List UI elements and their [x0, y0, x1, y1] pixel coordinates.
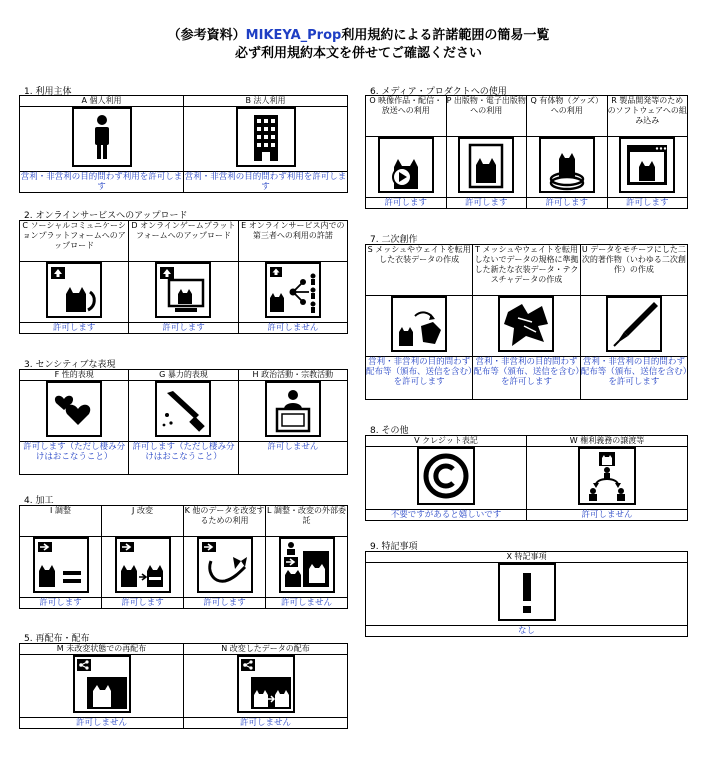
section-label-5: 5. 再配布・配布: [24, 634, 90, 644]
item-verdict-u: 営利・非営利の目的問わず配布等（頒布、送信を含む）を許可します: [580, 357, 687, 400]
outsource-icon: [279, 537, 335, 593]
item-head-g: G 暴力的表現: [129, 370, 238, 381]
title-prefix: （参考資料）: [167, 28, 246, 43]
knife-icon: [155, 381, 211, 437]
item-verdict-d: 許可します: [129, 323, 238, 334]
section-4-table: [19, 505, 348, 609]
section-8-table: [365, 435, 688, 521]
section-label-6: 6. メディア・プロダクトへの使用: [370, 87, 507, 97]
item-head-d: D オンラインゲームプラットフォームへのアップロード: [129, 221, 238, 262]
item-head-h: H 政治活動・宗教活動: [238, 370, 347, 381]
item-verdict-f: 許可します（ただし棲み分けはおこなうこと）: [20, 442, 129, 475]
section-label-4: 4. 加工: [24, 496, 54, 506]
share-third-party-icon: [265, 262, 321, 318]
section-6-table: [365, 95, 688, 209]
item-head-x: X 特記事項: [366, 552, 688, 563]
software-icon: [619, 137, 675, 193]
pen-nib-icon: [606, 296, 662, 352]
building-icon: [236, 107, 296, 167]
modify-icon: [115, 537, 171, 593]
item-verdict-q: 許可します: [527, 198, 608, 209]
item-head-c: C ソーシャルコミュニケーションプラットフォームへのアップロード: [20, 221, 129, 262]
item-verdict-m: 許可しません: [20, 718, 184, 729]
use-to-modify-icon: [197, 537, 253, 593]
hearts-icon: [46, 381, 102, 437]
item-head-o: O 映像作品・配信・放送への利用: [366, 96, 447, 137]
section-label-3: 3. センシティブな表現: [24, 360, 116, 370]
item-verdict-t: 営利・非営利の目的問わず配布等（頒布、送信を含む）を許可します: [473, 357, 580, 400]
item-verdict-o: 許可します: [366, 198, 447, 209]
item-verdict-c: 許可します: [20, 323, 129, 334]
item-verdict-a: 営利・非営利の目的問わず利用を許可します: [20, 172, 183, 192]
section-label-7: 7. 二次創作: [370, 235, 418, 245]
distribute-modified-icon: [237, 655, 295, 713]
item-verdict-x: なし: [366, 626, 688, 637]
item-head-u: U データをモチーフにした二次的著作物（いわゆる二次創作）の作成: [580, 245, 687, 296]
podium-icon: [265, 381, 321, 437]
title-suffix: 利用規約による許諾範囲の簡易一覧: [341, 28, 550, 43]
section-label-2: 2. オンラインサービスへのアップロード: [24, 211, 188, 221]
item-verdict-i: 許可します: [20, 598, 102, 609]
item-head-m: M 未改変状態での再配布: [20, 644, 184, 655]
item-head-a: A 個人利用: [20, 96, 184, 107]
item-verdict-k: 許可します: [184, 598, 266, 609]
item-verdict-s: 営利・非営利の目的問わず配布等（頒布、送信を含む）を許可します: [366, 357, 473, 400]
section-label-9: 9. 特記事項: [370, 542, 418, 552]
item-verdict-e: 許可しません: [238, 323, 347, 334]
item-head-b: B 法人利用: [184, 96, 348, 107]
item-verdict-b: 営利・非営利の目的問わず利用を許可します: [184, 172, 347, 192]
item-head-j: J 改変: [102, 506, 184, 537]
goods-icon: [539, 137, 595, 193]
item-verdict-l: 許可しません: [266, 598, 348, 609]
section-3-table: [19, 369, 348, 475]
upload-game-icon: [155, 262, 211, 318]
item-verdict-g: 許可します（ただし棲み分けはおこなうこと）: [129, 442, 238, 475]
item-head-q: Q 有体物（グッズ）への利用: [527, 96, 608, 137]
page-subtitle: 必ず利用規約本文を併せてご確認ください: [234, 46, 482, 61]
exclamation-icon: [498, 563, 556, 621]
item-verdict-n: 許可しません: [184, 718, 348, 729]
section-7-table: [365, 244, 688, 400]
item-verdict-j: 許可します: [102, 598, 184, 609]
item-verdict-r: 許可します: [607, 198, 688, 209]
section-1-table: [19, 95, 348, 193]
page-title: [0, 24, 717, 43]
item-head-p: P 出版物・電子出版物への利用: [446, 96, 527, 137]
rights-transfer-icon: [578, 447, 636, 505]
redistribute-icon: [73, 655, 131, 713]
item-verdict-w: 許可しません: [527, 510, 688, 521]
item-head-e: E オンラインサービス内での第三者への利用の許諾: [238, 221, 347, 262]
section-5-table: [19, 643, 348, 729]
item-verdict-h: 許可しません: [238, 442, 347, 475]
item-head-s: S メッシュやウェイトを転用した衣装データの作成: [366, 245, 473, 296]
item-verdict-p: 許可します: [446, 198, 527, 209]
copyright-icon: [417, 447, 475, 505]
item-head-r: R 製品開発等のためのソフトウェアへの組み込み: [607, 96, 688, 137]
section-label-8: 8. その他: [370, 426, 409, 436]
item-head-v: V クレジット表記: [366, 436, 527, 447]
section-9-table: [365, 551, 688, 637]
mesh-reuse-icon: [391, 296, 447, 352]
title-brand: MIKEYA_Prop: [245, 28, 342, 43]
item-head-i: I 調整: [20, 506, 102, 537]
item-head-w: W 権利義務の譲渡等: [527, 436, 688, 447]
item-verdict-v: 不要ですがあると嬉しいです: [366, 510, 527, 521]
adjust-icon: [33, 537, 89, 593]
item-head-k: K 他のデータを改変するための利用: [184, 506, 266, 537]
item-head-n: N 改変したデータの配布: [184, 644, 348, 655]
upload-cat-icon: [46, 262, 102, 318]
section-label-1: 1. 利用主体: [24, 87, 72, 97]
section-2-table: [19, 220, 348, 334]
new-outfit-icon: [498, 296, 554, 352]
video-icon: [378, 137, 434, 193]
item-head-l: L 調整・改変の外部委託: [266, 506, 348, 537]
publication-icon: [458, 137, 514, 193]
item-head-t: T メッシュやウェイトを転用しないでデータの規格に準拠した新たな衣装データ・テクスチャデータの作成: [473, 245, 580, 296]
item-head-f: F 性的表現: [20, 370, 129, 381]
person-icon: [72, 107, 132, 167]
